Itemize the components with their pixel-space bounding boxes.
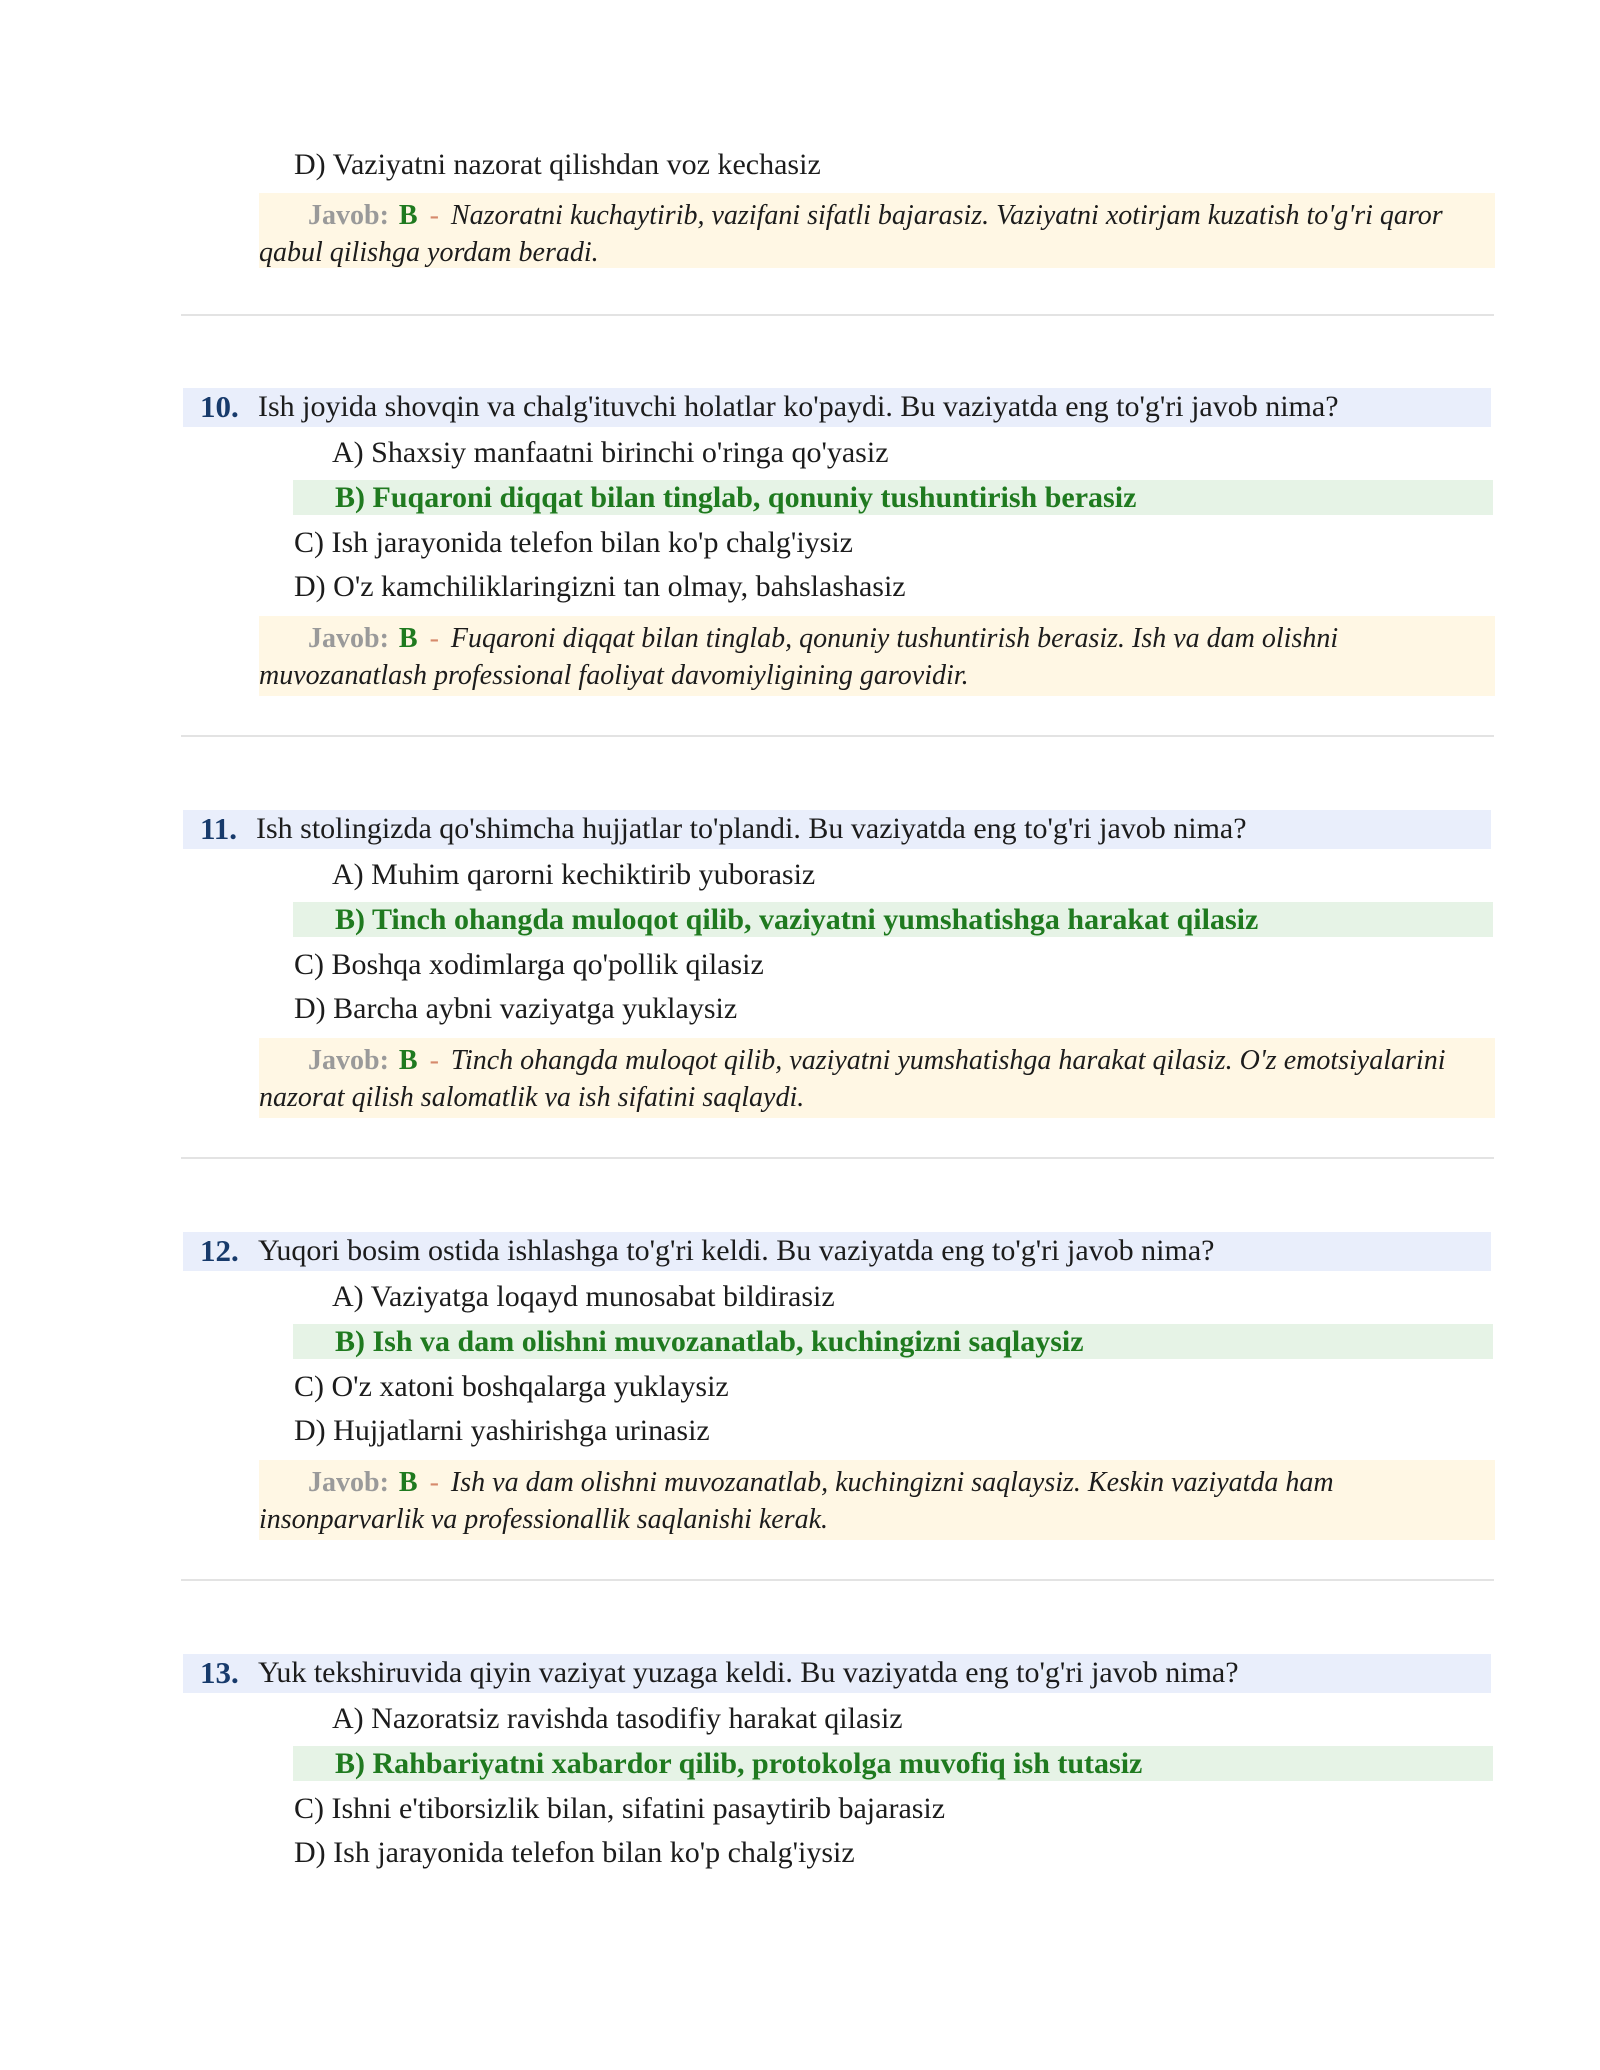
- answer-box: [259, 1038, 1495, 1118]
- answer-label: Javob:: [308, 1045, 389, 1076]
- question-number: 11.: [200, 811, 238, 846]
- divider: [181, 1579, 1494, 1581]
- question-number: 10.: [200, 389, 239, 424]
- answer-box: [259, 193, 1495, 268]
- question-text: Ish joyida shovqin va chalg'ituvchi holatlar ko'paydi. Bu vaziyatda eng to'g'ri javob nima?: [258, 390, 1339, 423]
- option-d: D) Ish jarayonida telefon bilan ko'p chalg'iysiz: [294, 1836, 855, 1869]
- answer-dash: -: [429, 1045, 439, 1076]
- answer-text: Tinch ohangda muloqot qilib, vaziyatni yumshatishga harakat qilasiz. O'z emotsiyalarini nazorat qilish salomatlik va ish sifatini saqlaydi.: [259, 1045, 1446, 1113]
- option-b-correct: B) Tinch ohangda muloqot qilib, vaziyatni yumshatishga harakat qilasiz: [335, 903, 1259, 936]
- answer-label: Javob:: [308, 623, 389, 654]
- option-a: A) Nazoratsiz ravishda tasodifiy harakat qilasiz: [332, 1702, 903, 1735]
- option-a: A) Vaziyatga loqayd munosabat bildirasiz: [332, 1280, 835, 1313]
- answer-box: [259, 616, 1495, 696]
- divider: [181, 1157, 1494, 1159]
- question-text: Yuk tekshiruvida qiyin vaziyat yuzaga keldi. Bu vaziyatda eng to'g'ri javob nima?: [258, 1656, 1239, 1689]
- answer-key: B: [398, 623, 418, 654]
- option-c: C) O'z xatoni boshqalarga yuklaysiz: [294, 1370, 729, 1403]
- answer-text: Nazoratni kuchaytirib, vazifani sifatli bajarasiz. Vaziyatni xotirjam kuzatish to'g'ri qaror qabul qilishga yordam beradi.: [259, 200, 1443, 268]
- question-header: [183, 810, 1491, 849]
- answer-dash: -: [429, 200, 439, 231]
- option-a: A) Shaxsiy manfaatni birinchi o'ringa qo'yasiz: [332, 436, 889, 469]
- option-c: C) Ishni e'tiborsizlik bilan, sifatini pasaytirib bajarasiz: [294, 1792, 946, 1825]
- answer-label: Javob:: [308, 200, 389, 231]
- question-number: 13.: [200, 1655, 239, 1690]
- question-header: [183, 1232, 1491, 1271]
- question-header: [183, 1654, 1491, 1693]
- option-c: C) Ish jarayonida telefon bilan ko'p chalg'iysiz: [294, 526, 853, 559]
- answer-key: B: [398, 1467, 418, 1498]
- answer-key: B: [398, 200, 418, 231]
- answer-text: Ish va dam olishni muvozanatlab, kuchingizni saqlaysiz. Keskin vaziyatda ham insonparvarlik va professionallik saqlanishi kerak.: [259, 1467, 1334, 1535]
- option-a: A) Muhim qarorni kechiktirib yuborasiz: [332, 858, 816, 891]
- answer-dash: -: [429, 623, 439, 654]
- divider: [181, 314, 1494, 316]
- answer-text: Fuqaroni diqqat bilan tinglab, qonuniy tushuntirish berasiz. Ish va dam olishni muvozanatlash professional faoliyat davomiyligining garovidir.: [259, 623, 1339, 691]
- answer-box: [259, 1460, 1495, 1540]
- question-number: 12.: [200, 1233, 239, 1268]
- option-b-correct: B) Ish va dam olishni muvozanatlab, kuchingizni saqlaysiz: [335, 1325, 1084, 1358]
- option-d: D) Barcha aybni vaziyatga yuklaysiz: [294, 992, 738, 1025]
- answer-label: Javob:: [308, 1467, 389, 1498]
- question-header: [183, 388, 1491, 427]
- answer-dash: -: [429, 1467, 439, 1498]
- answer-key: B: [398, 1045, 418, 1076]
- option-d: D) O'z kamchiliklaringizni tan olmay, bahslashasiz: [294, 570, 906, 603]
- question-text: Ish stolingizda qo'shimcha hujjatlar to'plandi. Bu vaziyatda eng to'g'ri javob nima?: [256, 812, 1247, 845]
- option-d: D) Vaziyatni nazorat qilishdan voz kechasiz: [294, 148, 821, 181]
- question-text: Yuqori bosim ostida ishlashga to'g'ri keldi. Bu vaziyatda eng to'g'ri javob nima?: [258, 1234, 1215, 1267]
- divider: [181, 735, 1494, 737]
- option-b-correct: B) Rahbariyatni xabardor qilib, protokolga muvofiq ish tutasiz: [335, 1747, 1143, 1780]
- option-c: C) Boshqa xodimlarga qo'pollik qilasiz: [294, 948, 764, 981]
- option-b-correct: B) Fuqaroni diqqat bilan tinglab, qonuniy tushuntirish berasiz: [335, 481, 1137, 514]
- option-d: D) Hujjatlarni yashirishga urinasiz: [294, 1414, 710, 1447]
